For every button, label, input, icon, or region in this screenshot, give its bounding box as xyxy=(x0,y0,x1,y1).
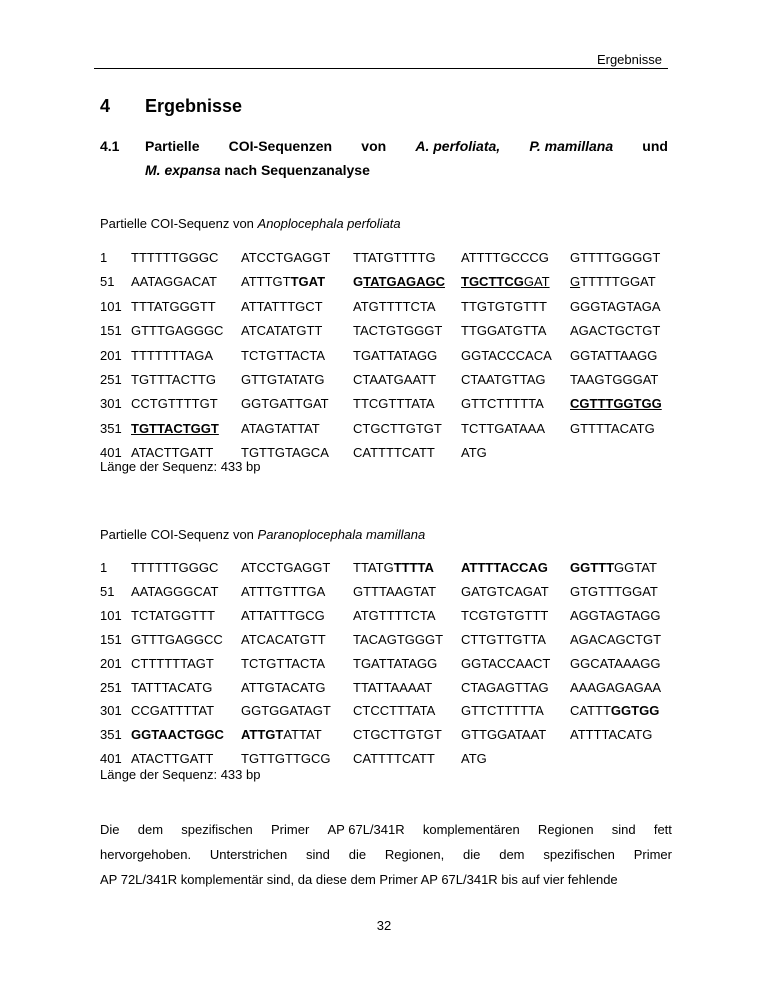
running-header-title: Ergebnisse xyxy=(596,52,662,67)
section-title-line-1 xyxy=(145,138,668,154)
sequence-block: TTGTGTGTTT xyxy=(461,298,547,314)
section-word: und xyxy=(642,138,668,154)
sequence-block: AGACTGCTGT xyxy=(570,323,661,339)
sequence-block: CGTTTGGTGG xyxy=(570,396,662,412)
section-word: COI-Sequenzen xyxy=(228,138,333,154)
sequence-block: TCTGTTACTA xyxy=(241,347,326,363)
paragraph-word: sind xyxy=(306,847,330,862)
sequence-block: AGACAGCTGT xyxy=(570,631,662,647)
paragraph-line-3: AP 72L/341R komplementär sind, da diese dem Primer AP 67L/341R bis auf vier fehlende xyxy=(100,872,618,887)
sequence-block: AAAGAGAGAA xyxy=(570,679,662,695)
sequence-block: ATAGTATTAT xyxy=(241,420,320,436)
sequence-block: TTGGATGTTA xyxy=(461,323,547,339)
sequence-block: CTTGTTGTTA xyxy=(461,631,546,647)
sequence-block: CTGCTTGTGT xyxy=(353,420,442,436)
sequence-position: 251 xyxy=(100,372,122,387)
sequence-block: ATTGTACATG xyxy=(241,679,326,695)
sequence-block: CTGCTTGTGT xyxy=(353,727,442,743)
sequence-block: GTTTAAGTAT xyxy=(353,583,437,599)
sequence-block: TGTTTACTTG xyxy=(131,372,216,387)
sequence-block: GGTATTAAGG xyxy=(570,347,658,363)
paragraph-word: fett xyxy=(653,822,672,837)
paragraph-word: Primer xyxy=(633,847,672,862)
sequence-block: TCTTGATAAA xyxy=(461,420,546,436)
sequence-block: GATGTCAGAT xyxy=(461,583,549,599)
sequence-position: 301 xyxy=(100,703,122,719)
sequence-block: GTTGTATATG xyxy=(241,372,325,387)
sequence-block: ATTATTTGCT xyxy=(241,298,323,314)
running-header xyxy=(94,51,668,69)
sequence-position: 301 xyxy=(100,396,122,412)
sequence-block: ATGTTTTCTA xyxy=(353,607,436,623)
paragraph-line-2 xyxy=(100,847,672,862)
sequence-block: GTTTTACATG xyxy=(570,420,655,436)
sequence-block: ATCCTGAGGT xyxy=(241,250,331,265)
sequence-block: GGTAACTGGC xyxy=(131,727,224,743)
section-species: M. expansa xyxy=(145,162,221,178)
sequence-block: TTATTAAAAT xyxy=(353,679,433,695)
sequence-block: TCTATGGTTT xyxy=(131,607,215,623)
sequence-block: TTTTTTGGGC xyxy=(131,250,219,265)
sequence-block: CCGATTTTAT xyxy=(131,703,215,719)
sequence-block: AATAGGACAT xyxy=(131,274,217,290)
sequence-block: GGGTAGTAGA xyxy=(570,298,661,314)
sequence-block: TCGTGTGTTT xyxy=(461,607,549,623)
paragraph-word: dem xyxy=(499,847,525,862)
sequence-block: TACTGTGGGT xyxy=(353,323,443,339)
sequence-a-species: Anoplocephala perfoliata xyxy=(257,216,401,231)
sequence-a-length: Länge der Sequenz: 433 bp xyxy=(100,459,261,474)
paragraph-word: Unterstrichen xyxy=(209,847,288,862)
sequence-block: AATAGGGCAT xyxy=(131,583,219,599)
sequence-position: 201 xyxy=(100,347,122,363)
section-title-line-2 xyxy=(145,162,370,178)
sequence-block: GTTTTGGGGT xyxy=(570,250,661,265)
section-word: Partielle xyxy=(145,138,200,154)
sequence-block: TATTTACATG xyxy=(131,679,213,695)
sequence-block: AGGTAGTAGG xyxy=(570,607,661,623)
sequence-position: 1 xyxy=(100,250,108,265)
paragraph-word: Primer xyxy=(271,822,310,837)
sequence-b-length: Länge der Sequenz: 433 bp xyxy=(100,767,261,782)
sequence-position: 101 xyxy=(100,607,122,623)
sequence-block: ATACTTGATT xyxy=(131,751,214,767)
paragraph-word: Die xyxy=(100,822,120,837)
sequence-block: GTTCTTTTTA xyxy=(461,703,544,719)
sequence-block: ATCCTGAGGT xyxy=(241,560,331,575)
paragraph-word: dem xyxy=(137,822,164,837)
sequence-b-label-prefix: Partielle COI-Sequenz von xyxy=(100,527,258,542)
sequence-block: GGTGGATAGT xyxy=(241,703,331,719)
sequence-block: CTAATGTTAG xyxy=(461,372,546,387)
sequence-block: ATACTTGATT xyxy=(131,445,214,461)
sequence-block: GGTGATTGAT xyxy=(241,396,329,412)
page-number: 32 xyxy=(376,918,392,933)
section-rest: nach Sequenzanalyse xyxy=(224,162,370,178)
sequence-position: 101 xyxy=(100,298,122,314)
sequence-position: 251 xyxy=(100,679,122,695)
sequence-block: ATCACATGTT xyxy=(241,631,326,647)
sequence-block: ATTTGTTGAT xyxy=(241,274,326,290)
sequence-block: ATTTTACCAG xyxy=(461,560,548,575)
sequence-block: ATG xyxy=(461,445,487,461)
paragraph-word: AP 67L/341R xyxy=(327,822,405,837)
sequence-block: TTTATGGGTT xyxy=(131,298,216,314)
sequence-position: 51 xyxy=(100,583,115,599)
sequence-b-species: Paranoplocephala mamillana xyxy=(257,527,426,542)
paragraph-word: spezifischen xyxy=(181,822,253,837)
paragraph-word: die xyxy=(463,847,481,862)
sequence-block: ATTGTATTAT xyxy=(241,727,322,743)
sequence-block: GTATGAGAGC xyxy=(353,274,445,290)
sequence-block: CTCCTTTATA xyxy=(353,703,436,719)
sequence-position: 401 xyxy=(100,751,122,767)
paragraph-word: Regionen, xyxy=(384,847,445,862)
sequence-position: 401 xyxy=(100,445,122,461)
sequence-block: CATTTTCATT xyxy=(353,751,435,767)
sequence-position: 151 xyxy=(100,631,122,647)
sequence-b-label xyxy=(100,527,425,542)
sequence-block: ATTTGTTTGA xyxy=(241,583,326,599)
sequence-position: 201 xyxy=(100,655,122,671)
sequence-block: TTCGTTTATA xyxy=(353,396,435,412)
sequence-block: TTATGTTTTA xyxy=(353,560,434,575)
sequence-position: 351 xyxy=(100,727,122,743)
sequence-block: TGTTGTAGCA xyxy=(241,445,329,461)
sequence-block: GTTTTTGGAT xyxy=(570,274,656,290)
sequence-block: CATTTTCATT xyxy=(353,445,435,461)
sequence-a-label xyxy=(100,216,401,231)
paragraph-word: hervorgehoben. xyxy=(100,847,192,862)
sequence-block: GTGTTTGGAT xyxy=(570,583,658,599)
sequence-block: ATGTTTTCTA xyxy=(353,298,436,314)
sequence-position: 351 xyxy=(100,420,122,436)
sequence-a-label-prefix: Partielle COI-Sequenz von xyxy=(100,216,258,231)
sequence-block: CTTTTTTAGT xyxy=(131,655,214,671)
paragraph-word: sind xyxy=(611,822,636,837)
sequence-block: ATG xyxy=(461,751,487,767)
paragraph-word: Regionen xyxy=(537,822,594,837)
paragraph-word: spezifischen xyxy=(543,847,615,862)
sequence-block: TACAGTGGGT xyxy=(353,631,444,647)
sequence-block: TAAGTGGGAT xyxy=(570,372,659,387)
sequence-block: GTTTGAGGGC xyxy=(131,323,224,339)
sequence-block: GGTACCAACT xyxy=(461,655,551,671)
sequence-position: 151 xyxy=(100,323,122,339)
sequence-block: ATTATTTGCG xyxy=(241,607,325,623)
paragraph-line-1 xyxy=(100,822,672,837)
sequence-block: CATTTGGTGG xyxy=(570,703,660,719)
section-word: A. perfoliata, xyxy=(415,138,501,154)
sequence-position: 51 xyxy=(100,274,115,290)
chapter-number: 4 xyxy=(100,96,111,116)
sequence-block: TGTTGTTGCG xyxy=(241,751,331,767)
sequence-block: TGCTTCGGAT xyxy=(461,274,550,290)
sequence-block: ATCATATGTT xyxy=(241,323,323,339)
sequence-block: ATTTTACATG xyxy=(570,727,653,743)
sequence-block: GGTTTGGTAT xyxy=(570,560,657,575)
sequence-block: TTTTTTTAGA xyxy=(131,347,214,363)
sequence-block: TTTTTTGGGC xyxy=(131,560,219,575)
section-number: 4.1 xyxy=(100,138,120,154)
sequence-block: GGCATAAAGG xyxy=(570,655,661,671)
sequence-block: CTAATGAATT xyxy=(353,372,437,387)
sequence-block: TGATTATAGG xyxy=(353,347,438,363)
sequence-block: GTTTGAGGCC xyxy=(131,631,223,647)
sequence-block: ATTTTGCCCG xyxy=(461,250,549,265)
sequence-block: TGATTATAGG xyxy=(353,655,438,671)
sequence-block: TTATGTTTTG xyxy=(353,250,436,265)
section-word: von xyxy=(361,138,387,154)
sequence-block: CTAGAGTTAG xyxy=(461,679,549,695)
paragraph-word: die xyxy=(348,847,367,862)
chapter-title: Ergebnisse xyxy=(145,96,243,116)
sequence-block: CCTGTTTTGT xyxy=(131,396,218,412)
section-word: P. mamillana xyxy=(529,138,614,154)
sequence-block: GGTACCCACA xyxy=(461,347,552,363)
sequence-block: TGTTACTGGT xyxy=(131,420,219,436)
sequence-position: 1 xyxy=(100,560,108,575)
sequence-block: GTTGGATAAT xyxy=(461,727,547,743)
sequence-block: TCTGTTACTA xyxy=(241,655,326,671)
sequence-block: GTTCTTTTTA xyxy=(461,396,544,412)
paragraph-word: komplementären xyxy=(422,822,520,837)
